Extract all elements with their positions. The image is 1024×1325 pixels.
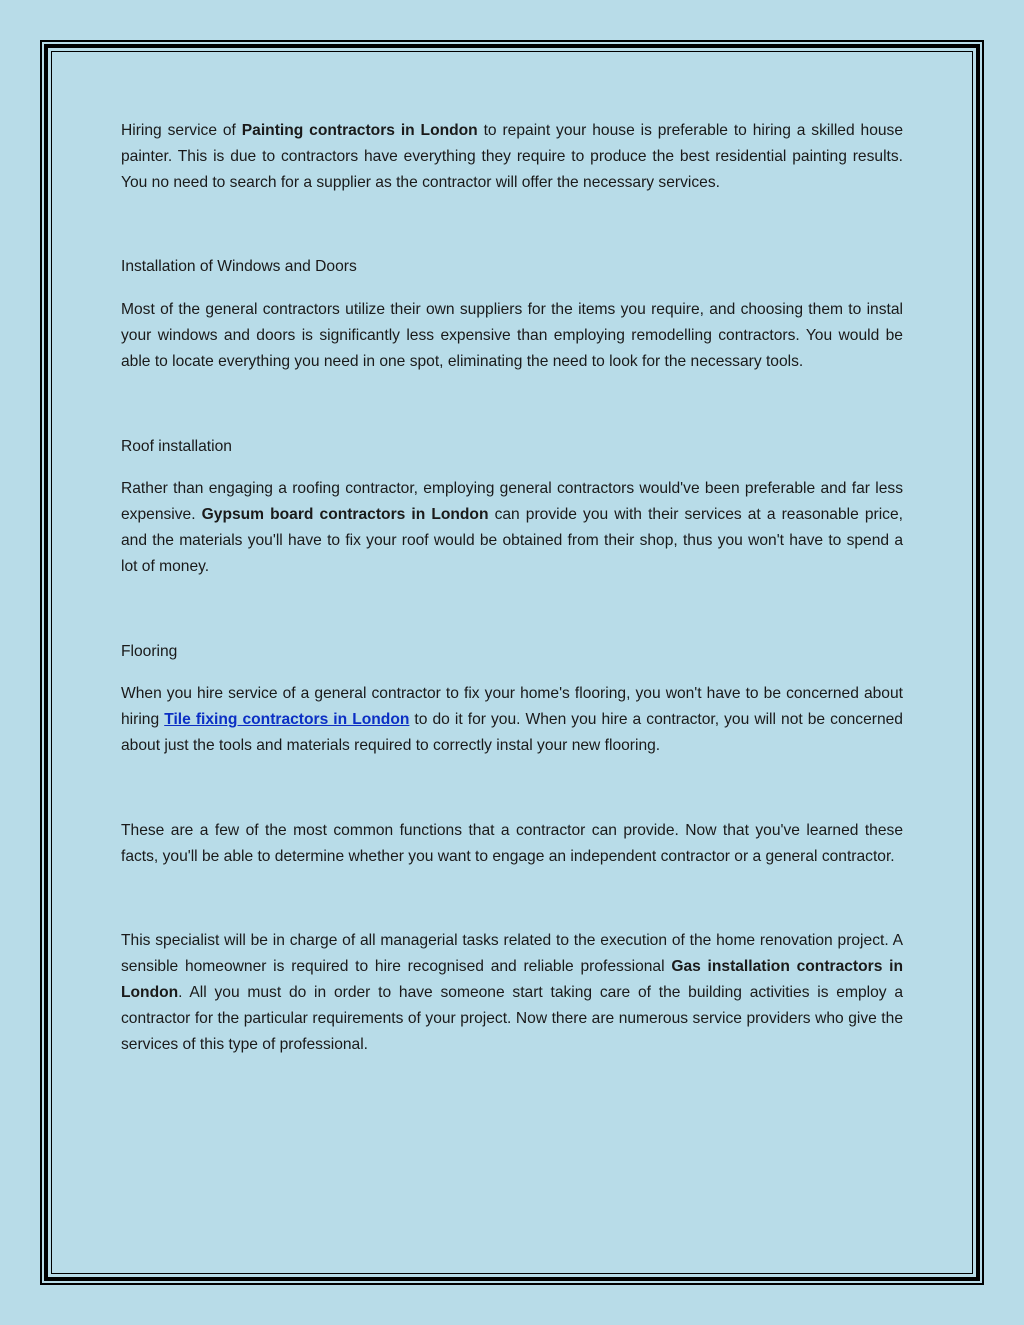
flooring-heading: Flooring	[121, 642, 178, 660]
gas-installation-keyword: Gas installation contractors in London	[121, 958, 903, 1001]
windows-paragraph: Most of the general contractors utilize their own suppliers for the items you require, and choosing them to instal your windows and doors is significantly less expensive than employing remodelling contractors. You would be able to locate everything you need in one spot, eliminating the need to look for the necessary tools.	[121, 301, 903, 370]
gypsum-board-keyword: Gypsum board contractors in London	[201, 506, 489, 524]
windows-heading: Installation of Windows and Doors	[121, 258, 357, 276]
roof-heading: Roof installation	[121, 437, 232, 455]
document-body	[121, 118, 903, 1057]
painting-contractors-keyword: Painting contractors in London	[241, 122, 478, 139]
roof-paragraph: Rather than engaging a roofing contractor, employing general contractors would've been preferable and far less expensive. Gypsum board contractors in London can provide you with their services at a reasonable price, and the materials you'll have to fix your roof would be obtained from their shop, thus you won't have to spend a lot of money.	[121, 480, 903, 575]
tile-fixing-link[interactable]: Tile fixing contractors in London	[164, 711, 410, 729]
functions-paragraph: These are a few of the most common functions that a contractor can provide. Now that you've learned these facts, you'll be able to determine whether you want to engage an independent contractor or a general contractor.	[121, 821, 903, 865]
specialist-paragraph: This specialist will be in charge of all managerial tasks related to the execution of the home renovation project. A sensible homeowner is required to hire recognised and reliable professional Gas installation contractors in London. All you must do in order to have someone start taking care of the building activities is employ a contractor for the particular requirements of your project. Now there are numerous service providers who give the services of this type of professional.	[121, 932, 903, 1053]
intro-paragraph: Hiring service of Painting contractors in London to repaint your house is preferable to hiring a skilled house painter. This is due to contractors have everything they require to produce the best residential painting results. You no need to search for a supplier as the contractor will offer the necessary services.	[121, 122, 904, 191]
flooring-paragraph: When you hire service of a general contractor to fix your home's flooring, you won't have to be concerned about hiring Tile fixing contractors in London to do it for you. When you hire a contractor, you will not be concerned about just the tools and materials required to correctly instal your new flooring.	[121, 685, 903, 754]
